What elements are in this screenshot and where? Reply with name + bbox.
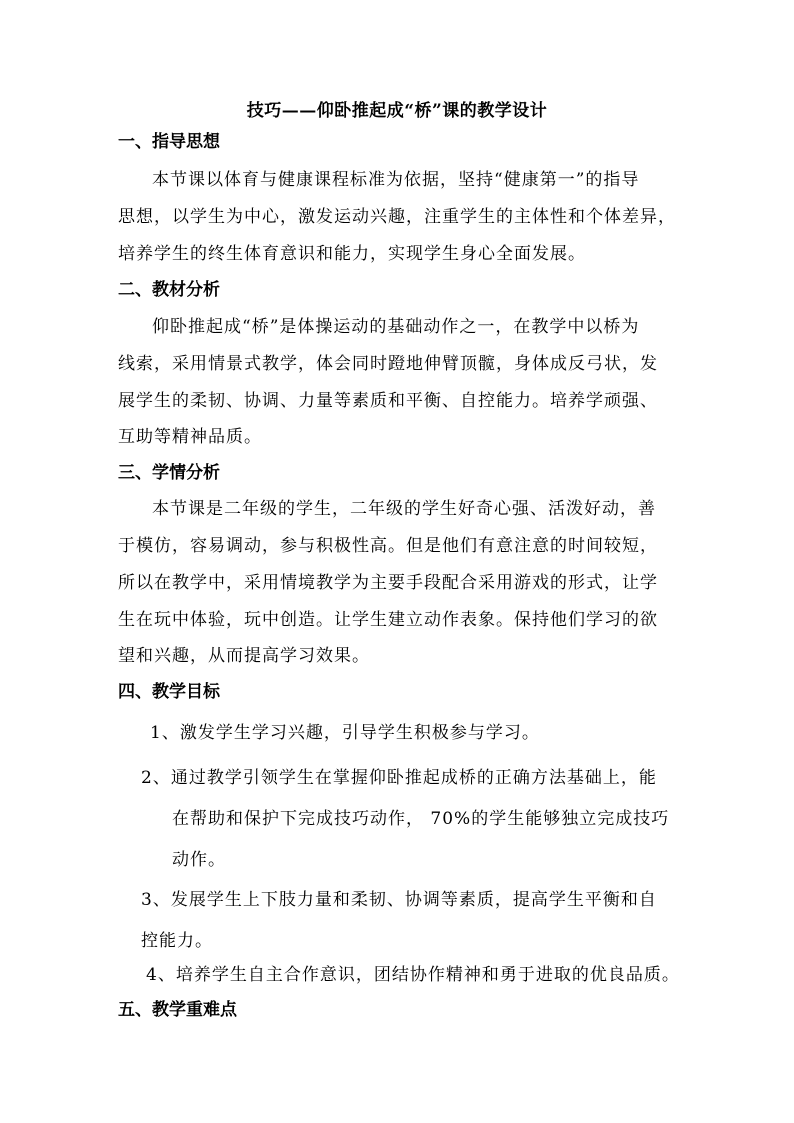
paragraph-line: 本节课是二年级的学生，二年级的学生好奇心强、活泼好动，善: [152, 499, 656, 519]
paragraph-line: 培养学生的终生体育意识和能力，实现学生身心全面发展。: [118, 244, 586, 264]
paragraph-line: 生在玩中体验，玩中创造。让学生建立动作表象。保持他们学习的欲: [118, 610, 658, 630]
paragraph-line: 本节课以体育与健康课程标准为依据，坚持“健康第一”的指导: [152, 170, 640, 190]
paragraph-line: 于模仿，容易调动，参与积极性高。但是他们有意注意的时间较短，: [118, 536, 658, 556]
objective-line: 控能力。: [141, 931, 213, 951]
paragraph-line: 互助等精神品质。: [118, 427, 262, 447]
paragraph-line: 线索，采用情景式教学，体会同时蹬地伸臂顶髋，身体成反弓状，发: [118, 354, 658, 374]
objective-line: 动作。: [172, 850, 226, 870]
objective-line: 1、激发学生学习兴趣，引导学生积极参与学习。: [150, 723, 540, 743]
paragraph-line: 思想，以学生为中心，激发运动兴趣，注重学生的主体性和个体差异，: [118, 207, 676, 227]
objective-line: 3、发展学生上下肢力量和柔韧、协调等素质，提高学生平衡和自: [141, 890, 657, 910]
objective-line: 4、培养学生自主合作意识，团结协作精神和勇于进取的优良品质。: [146, 965, 680, 985]
section-heading-1: 一、指导思想: [118, 132, 220, 152]
section-heading-4: 四、教学目标: [118, 682, 220, 702]
paragraph-line: 望和兴趣，从而提高学习效果。: [118, 646, 370, 666]
section-heading-2: 二、教材分析: [118, 280, 220, 300]
document-title: 技巧——仰卧推起成“桥”课的教学设计: [246, 101, 548, 121]
section-heading-5: 五、教学重难点: [118, 1000, 237, 1020]
paragraph-line: 仰卧推起成“桥”是体操运动的基础动作之一，在教学中以桥为: [152, 317, 640, 337]
objective-line: 在帮助和保护下完成技巧动作， 70%的学生能够独立完成技巧: [172, 809, 670, 829]
paragraph-line: 所以在教学中，采用情境教学为主要手段配合采用游戏的形式，让学: [118, 573, 658, 593]
paragraph-line: 展学生的柔韧、协调、力量等素质和平衡、自控能力。培养学顽强、: [118, 391, 658, 411]
objective-line: 2、通过教学引领学生在掌握仰卧推起成桥的正确方法基础上，能: [141, 768, 657, 788]
section-heading-3: 三、学情分析: [118, 463, 220, 483]
